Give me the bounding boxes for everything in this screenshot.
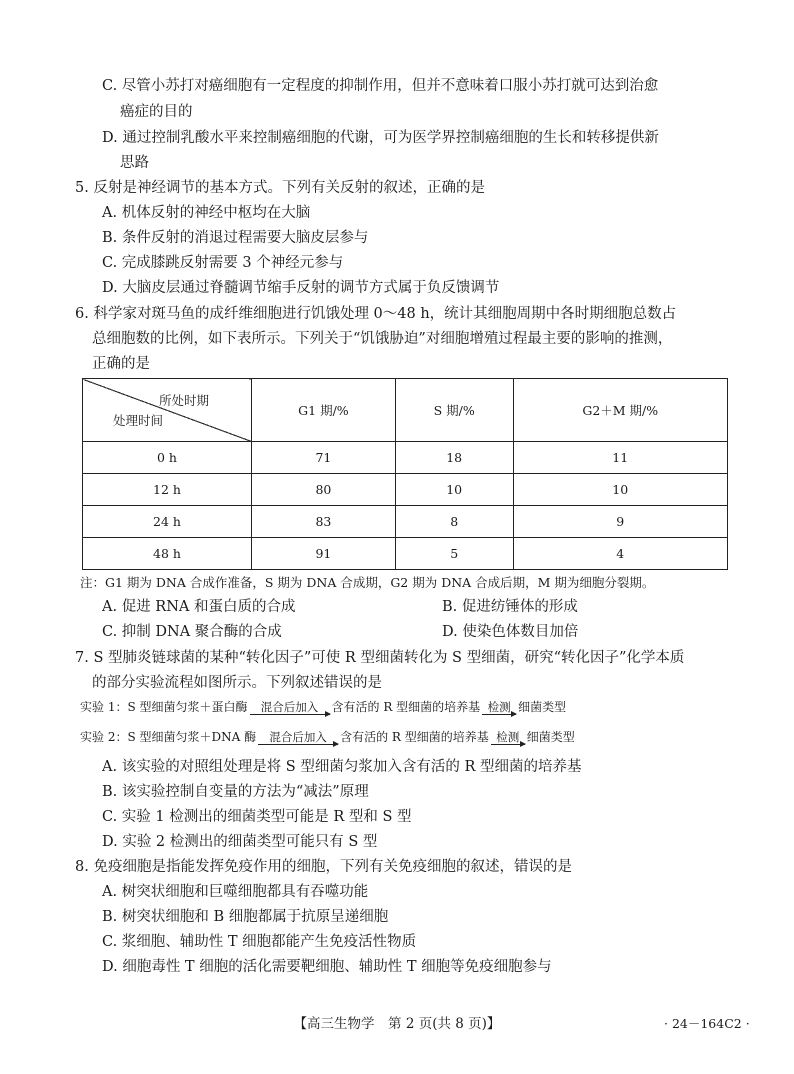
q8-option-d: D. 细胞毒性 T 细胞的活化需要靶细胞、辅助性 T 细胞等免疫细胞参与 <box>102 959 552 975</box>
q6-stem-line2: 总细胞数的比例，如下表所示。下列关于“饥饿胁迫”对细胞增殖过程最主要的影响的推测， <box>92 331 673 347</box>
q6-stem-line1: 6. 科学家对斑马鱼的成纤维细胞进行饥饿处理 0～48 h，统计其细胞周期中各时期细胞总数占 <box>75 306 677 322</box>
table-row <box>83 474 728 506</box>
cell-g2m: 4 <box>513 538 728 570</box>
cell-g1: 83 <box>252 506 396 538</box>
exp2-arrow-detect <box>491 731 525 745</box>
table-header-row <box>83 379 728 442</box>
corner-label-time: 处理时间 <box>113 413 164 428</box>
cell-g1: 91 <box>252 538 396 570</box>
arrow-right-icon <box>482 714 516 715</box>
q5-option-c: C. 完成膝跳反射需要 3 个神经元参与 <box>102 255 344 271</box>
q8-stem: 8. 免疫细胞是指能发挥免疫作用的细胞，下列有关免疫细胞的叙述，错误的是 <box>75 859 572 875</box>
q6-stem-line3: 正确的是 <box>92 356 150 372</box>
arrow-right-icon <box>258 744 338 745</box>
q8-option-b: B. 树突状细胞和 B 细胞都属于抗原呈递细胞 <box>102 909 389 925</box>
q6-option-c: C. 抑制 DNA 聚合酶的合成 <box>102 624 282 640</box>
exp1-arrow-mix-label: 混合后加入 <box>260 700 319 714</box>
exp2-middle: 含有活的 R 型细菌的培养基 <box>340 730 489 744</box>
table-corner-cell <box>83 379 252 442</box>
column-header-g1: G1 期/% <box>252 379 396 442</box>
experiment-2-flow <box>80 728 575 745</box>
q7-stem-line1: 7. S 型肺炎链球菌的某种“转化因子”可使 R 型细菌转化为 S 型细菌，研究“转化因子”化学本质 <box>75 650 685 666</box>
exp2-start: 实验 2：S 型细菌匀浆＋DNA 酶 <box>80 730 257 744</box>
q5-option-d: D. 大脑皮层通过脊髓调节缩手反射的调节方式属于负反馈调节 <box>102 280 500 296</box>
table-row <box>83 442 728 474</box>
q7-option-d: D. 实验 2 检测出的细菌类型可能只有 S 型 <box>102 834 378 850</box>
q4-option-c-line1: C. 尽管小苏打对癌细胞有一定程度的抑制作用，但并不意味着口服小苏打就可达到治愈 <box>102 78 659 94</box>
cell-s: 5 <box>395 538 513 570</box>
q6-option-a: A. 促进 RNA 和蛋白质的合成 <box>102 599 296 615</box>
exp1-arrow-detect-label: 检测 <box>487 700 511 714</box>
q7-option-b: B. 该实验控制自变量的方法为“减法”原理 <box>102 784 369 800</box>
column-header-g2m: G2＋M 期/% <box>513 379 728 442</box>
q5-stem: 5. 反射是神经调节的基本方式。下列有关反射的叙述，正确的是 <box>75 180 485 196</box>
row-time: 0 h <box>83 442 252 474</box>
q6-option-d: D. 使染色体数目加倍 <box>442 624 579 640</box>
q7-option-a: A. 该实验的对照组处理是将 S 型细菌匀浆加入含有活的 R 型细菌的培养基 <box>102 759 582 775</box>
arrow-right-icon <box>491 744 525 745</box>
table-row <box>83 506 728 538</box>
experiment-1-flow <box>80 698 566 715</box>
cell-g2m: 11 <box>513 442 728 474</box>
row-time: 24 h <box>83 506 252 538</box>
row-time: 48 h <box>83 538 252 570</box>
cell-g1: 71 <box>252 442 396 474</box>
q7-option-c: C. 实验 1 检测出的细菌类型可能是 R 型和 S 型 <box>102 809 412 825</box>
q5-option-a: A. 机体反射的神经中枢均在大脑 <box>102 205 311 221</box>
exp2-arrow-mix <box>258 731 338 745</box>
table-row <box>83 538 728 570</box>
arrow-right-icon <box>250 714 330 715</box>
q4-option-d-line2: 思路 <box>120 155 149 171</box>
corner-label-phase: 所处时期 <box>158 393 209 408</box>
cell-s: 18 <box>395 442 513 474</box>
q4-option-c-line2: 癌症的目的 <box>120 104 193 120</box>
q6-table-note: 注：G1 期为 DNA 合成作准备，S 期为 DNA 合成期，G2 期为 DNA 合成后期，M 期为细胞分裂期。 <box>80 575 655 590</box>
q7-stem-line2: 的部分实验流程如图所示。下列叙述错误的是 <box>92 675 382 691</box>
q4-option-d-line1: D. 通过控制乳酸水平来控制癌细胞的代谢，可为医学界控制癌细胞的生长和转移提供新 <box>102 130 659 146</box>
cell-g2m: 10 <box>513 474 728 506</box>
exp1-arrow-detect <box>482 701 516 715</box>
page-footer: 【高三生物学 第 2 页(共 8 页)】 <box>293 1016 501 1032</box>
exp1-start: 实验 1：S 型细菌匀浆＋蛋白酶 <box>80 700 248 714</box>
cell-s: 8 <box>395 506 513 538</box>
row-time: 12 h <box>83 474 252 506</box>
q8-option-a: A. 树突状细胞和巨噬细胞都具有吞噬功能 <box>102 884 369 900</box>
cell-cycle-table <box>82 378 728 570</box>
cell-g2m: 9 <box>513 506 728 538</box>
exp1-arrow-mix <box>250 701 330 715</box>
column-header-s: S 期/% <box>395 379 513 442</box>
q6-option-b: B. 促进纺锤体的形成 <box>442 599 578 615</box>
q8-option-c: C. 浆细胞、辅助性 T 细胞都能产生免疫活性物质 <box>102 934 417 950</box>
q5-option-b: B. 条件反射的消退过程需要大脑皮层参与 <box>102 230 369 246</box>
exp1-end: 细菌类型 <box>518 700 567 714</box>
exp2-arrow-detect-label: 检测 <box>496 730 520 744</box>
exp2-arrow-mix-label: 混合后加入 <box>269 730 327 744</box>
exp1-middle: 含有活的 R 型细菌的培养基 <box>331 700 481 714</box>
cell-g1: 80 <box>252 474 396 506</box>
exp2-end: 细菌类型 <box>526 730 575 744</box>
exam-code: · 24－164C2 · <box>664 1016 750 1031</box>
cell-s: 10 <box>395 474 513 506</box>
